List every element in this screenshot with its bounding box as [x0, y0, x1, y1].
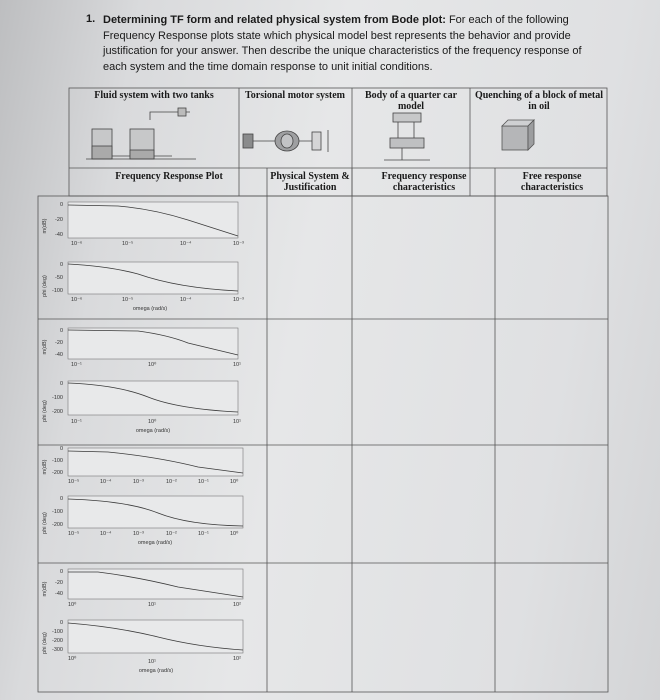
phase-tick: -50: [55, 275, 63, 281]
freq-tick: 10⁻¹: [71, 419, 82, 425]
freq-tick: 10⁻³: [233, 297, 244, 303]
mag-tick: -20: [55, 217, 63, 223]
bode-plot-3: [38, 445, 267, 563]
freq-tick: 10⁻⁵: [122, 241, 134, 247]
phase-tick: 0: [59, 620, 63, 626]
header-quarter-car: Body of a quarter car model: [364, 90, 458, 112]
freq-tick: 10⁰: [230, 531, 239, 537]
header-quenching: Quenching of a block of metal in oil: [474, 90, 604, 112]
freq-tick: 10⁻⁶: [71, 241, 83, 247]
freq-tick: 10¹: [233, 362, 241, 368]
bode-plot-4: [38, 563, 267, 692]
mag-tick: -20: [55, 580, 63, 586]
freq-tick: 10⁰: [230, 479, 239, 485]
magnitude-plot-area: [68, 328, 238, 359]
mag-tick: -40: [55, 591, 63, 597]
x-axis-label: omega (rad/s): [135, 428, 171, 434]
magnitude-plot-area: [68, 569, 243, 599]
two-tanks-illustration: [86, 108, 196, 159]
freq-tick: 10⁻¹: [71, 362, 82, 368]
freq-tick: 10¹: [233, 419, 241, 425]
magnitude-axis-label: m(dB): [42, 459, 48, 475]
mag-tick: -40: [55, 352, 63, 358]
magnitude-axis-label: m(dB): [42, 581, 48, 597]
header-fluid-system: Fluid system with two tanks: [94, 90, 214, 101]
freq-tick: 10⁻²: [166, 479, 177, 485]
freq-tick: 10⁻³: [233, 241, 244, 247]
phase-tick: -100: [51, 288, 63, 294]
mag-tick: -40: [55, 232, 63, 238]
metal-block-illustration: [502, 120, 534, 150]
freq-tick: 10⁻⁴: [100, 479, 112, 485]
freq-tick: 10⁻¹: [198, 479, 209, 485]
freq-tick: 10⁻⁵: [122, 297, 134, 303]
phase-axis-label: phi (deg): [42, 632, 48, 654]
bode-plot-1: [38, 196, 267, 319]
mag-tick: -20: [55, 340, 63, 346]
freq-tick: 10⁰: [148, 362, 157, 368]
column-frequency-response-plot: Frequency Response Plot: [115, 171, 223, 182]
freq-tick: 10²: [233, 656, 241, 662]
freq-tick: 10⁻⁵: [68, 479, 80, 485]
mag-tick: 0: [59, 328, 63, 334]
column-free-response: Free response characteristics: [520, 171, 584, 193]
freq-tick: 10⁻²: [166, 531, 177, 537]
mag-tick: -100: [51, 458, 63, 464]
magnitude-plot-area: [68, 448, 243, 476]
mag-tick: 0: [59, 569, 63, 575]
mag-tick: 0: [59, 202, 63, 208]
question-title: Determining TF form and related physical system from Bode plot:: [103, 14, 446, 26]
header-torsional-system: Torsional motor system: [245, 90, 345, 101]
freq-tick: 10²: [233, 602, 241, 608]
bode-plot-2: [38, 319, 267, 445]
phase-axis-label: phi (deg): [42, 512, 48, 534]
phase-tick: -200: [51, 409, 63, 415]
magnitude-plot-area: [68, 202, 238, 238]
phase-tick: -300: [51, 647, 63, 653]
magnitude-axis-label: m(dB): [42, 218, 48, 234]
freq-tick: 10⁰: [68, 602, 77, 608]
question-number: 1.: [86, 13, 96, 25]
torsional-motor-illustration: [243, 130, 328, 152]
freq-tick: 10⁻⁵: [68, 531, 80, 537]
mag-tick: -200: [51, 470, 63, 476]
quarter-car-illustration: [384, 113, 430, 160]
phase-tick: -100: [51, 629, 63, 635]
x-axis-label: omega (rad/s): [132, 306, 168, 312]
column-frequency-characteristics: Frequency response characteristics: [381, 171, 467, 193]
freq-tick: 10⁻⁴: [180, 241, 192, 247]
phase-tick: -100: [51, 509, 63, 515]
freq-tick: 10⁰: [148, 419, 157, 425]
freq-tick: 10⁻⁴: [100, 531, 112, 537]
phase-axis-label: phi (deg): [42, 400, 48, 422]
phase-axis-label: phi (deg): [42, 275, 48, 297]
magnitude-axis-label: m(dB): [42, 339, 48, 355]
freq-tick: 10⁻¹: [198, 531, 209, 537]
phase-tick: 0: [59, 381, 63, 387]
phase-tick: 0: [59, 262, 63, 268]
phase-tick: -200: [51, 638, 63, 644]
phase-tick: -100: [51, 395, 63, 401]
phase-tick: 0: [59, 496, 63, 502]
freq-tick: 10⁻⁶: [71, 297, 83, 303]
freq-tick: 10⁻³: [133, 531, 144, 537]
freq-tick: 10¹: [148, 602, 156, 608]
freq-tick: 10⁻³: [133, 479, 144, 485]
freq-tick: 10¹: [148, 659, 156, 665]
freq-tick: 10⁰: [68, 656, 77, 662]
x-axis-label: omega (rad/s): [137, 540, 173, 546]
x-axis-label: omega (rad/s): [138, 668, 174, 674]
mag-tick: 0: [59, 446, 63, 452]
column-physical-system: Physical System & Justification: [270, 171, 350, 193]
freq-tick: 10⁻⁴: [180, 297, 192, 303]
question-body: For each of the following Frequency Response plots state which physical model best represents the behavior and provide justification for your answer. Then describe the unique characteristics of the frequency response of each system and the time domain response to unit initial conditions.: [103, 14, 582, 73]
phase-tick: -200: [51, 522, 63, 528]
